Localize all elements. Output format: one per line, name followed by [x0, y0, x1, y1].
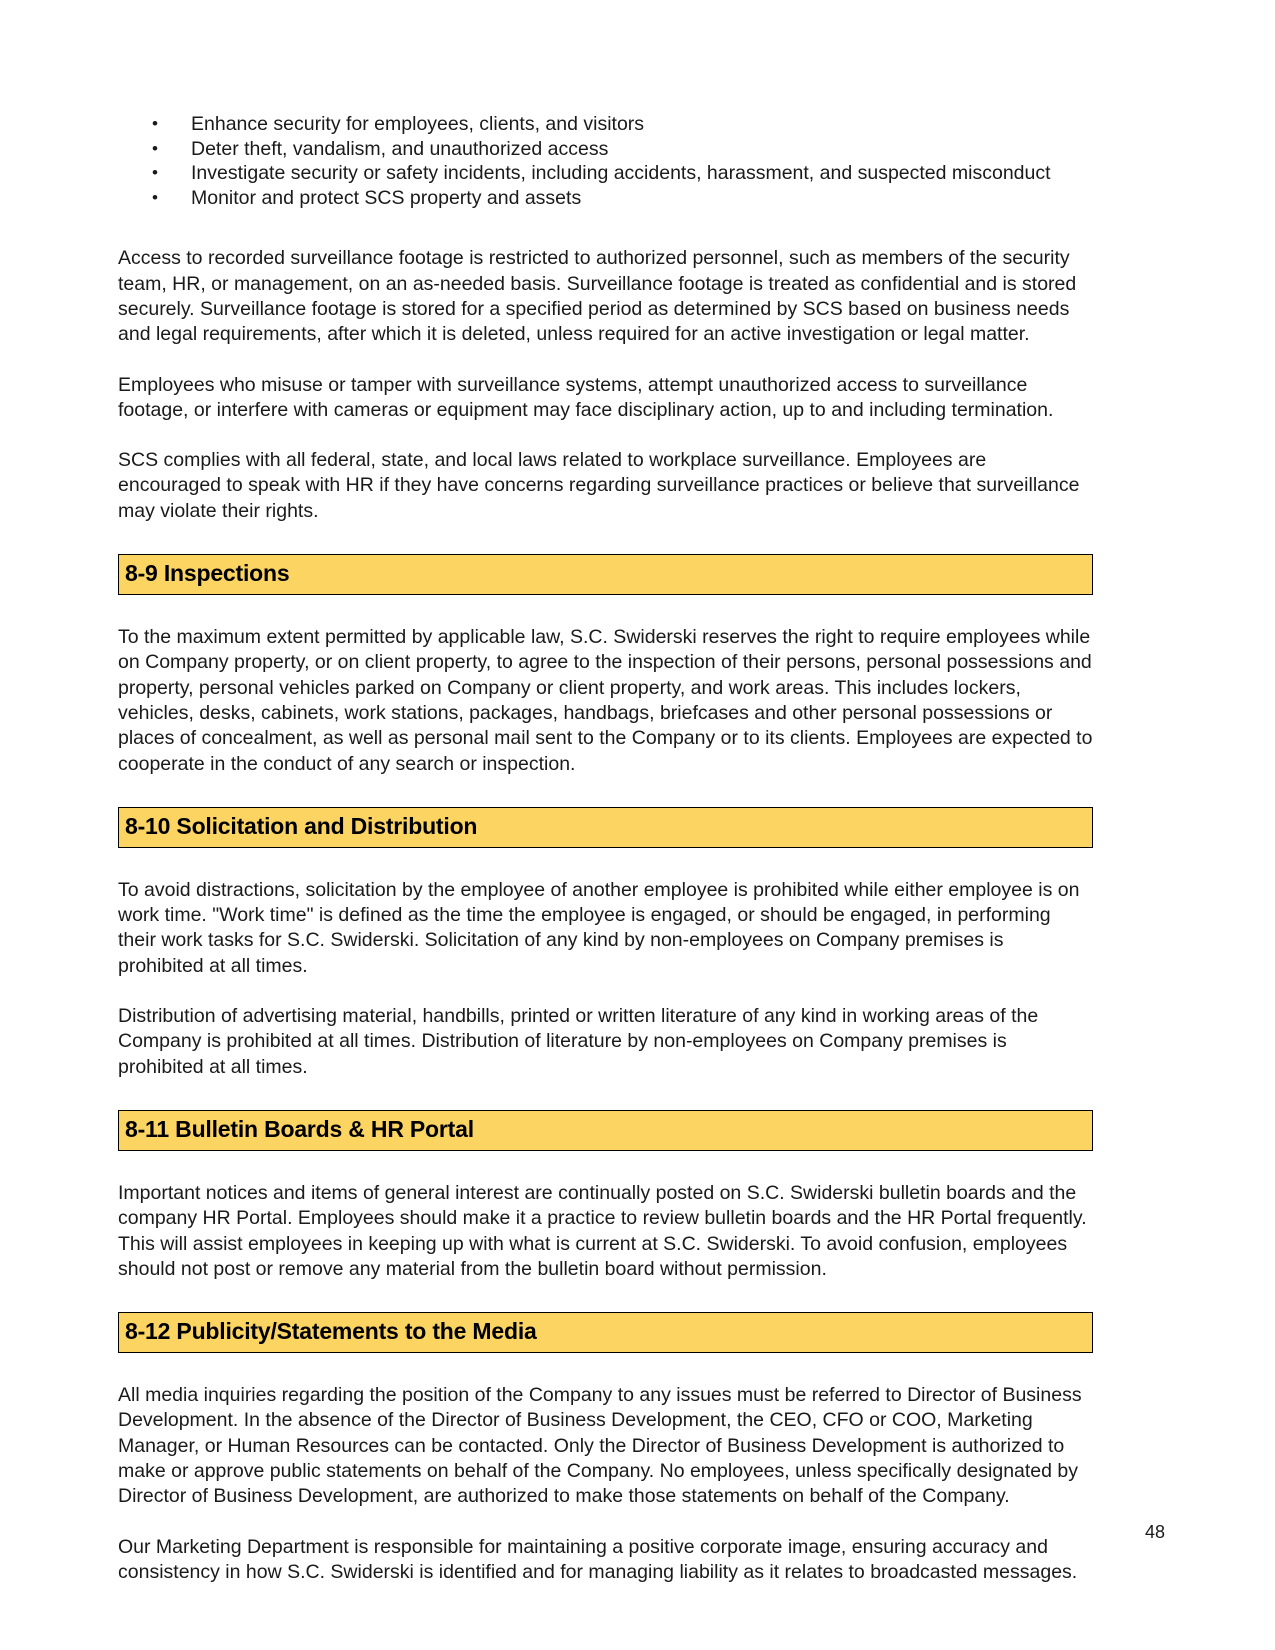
list-item-label: Deter theft, vandalism, and unauthorized access [191, 137, 609, 160]
spacer [118, 210, 1093, 246]
page-number: 48 [1144, 1522, 1165, 1542]
section-heading-label: 8-10 Solicitation and Distribution [125, 812, 478, 839]
spacer [118, 979, 1093, 1004]
spacer [118, 1510, 1093, 1535]
security-purpose-bullet-list [118, 112, 1093, 210]
list-item-label: Investigate security or safety incidents, including accidents, harassment, and suspected misconduct [191, 162, 1051, 185]
inspections-paragraph: To the maximum extent permitted by applicable law, S.C. Swiderski reserves the right to require employees while on Company property, or on client property, to agree to the inspection of their persons, personal possessions and property, personal vehicles parked on Company or client property, and work areas. This includes lockers, vehicles, desks, cabinets, work stations, packages, handbags, briefcases and other personal possessions or places of concealment, as well as personal mail sent to the Company or to its clients. Employees are expected to cooperate in the conduct of any search or inspection. [118, 626, 1093, 775]
list-item-label: Monitor and protect SCS property and assets [191, 186, 582, 209]
bulletin-boards-paragraph: Important notices and items of general interest are continually posted on S.C. Swiderski bulletin boards and the company HR Portal. Employees should make it a practice to review bulletin boards and the HR Portal frequently. This will assist employees in keeping up with what is current at S.C. Swiderski. To avoid confusion, employees should not post or remove any material from the bulletin board without permission. [118, 1181, 1087, 1280]
section-heading-label: 8-11 Bulletin Boards & HR Portal [125, 1115, 474, 1142]
spacer [118, 1080, 1093, 1110]
media-inquiries-paragraph: All media inquiries regarding the position of the Company to any issues must be referred to Director of Business Development. In the absence of the Director of Business Development, the CEO, CFO or COO, Marketing Manager, or Human Resources can be contacted. Only the Director of Business Development is authorized to make or approve public statements on behalf of the Company. No employees, unless specifically designated by Director of Business Development, are authorized to make those statements on behalf of the Company. [118, 1384, 1082, 1508]
spacer [118, 524, 1093, 554]
surveillance-compliance-paragraph: SCS complies with all federal, state, and local laws related to workplace surveillance. Employees are encouraged to speak with HR if they have concerns regarding surveillance practices or believe that surveillance may violate their rights. [118, 449, 1080, 522]
bullet-icon: • [152, 114, 158, 133]
distribution-paragraph: Distribution of advertising material, handbills, printed or written literature of any kind in working areas of the Company is prohibited at all times. Distribution of literature by non-employees on Company premises is prohibited at all times. [118, 1005, 1039, 1078]
list-item-label: Enhance security for employees, clients, and visitors [191, 113, 645, 135]
bullet-icon: • [152, 163, 158, 183]
bullet-icon: • [152, 187, 158, 207]
section-heading-label: 8-12 Publicity/Statements to the Media [125, 1318, 537, 1345]
marketing-department-paragraph: Our Marketing Department is responsible for maintaining a positive corporate image, ensuring accuracy and consistency in how S.C. Swiderski is identified and for managing liability as it relates to broadcasted messages. [118, 1535, 1078, 1583]
spacer [118, 777, 1093, 807]
list-item [118, 186, 1093, 211]
list-item [118, 161, 1093, 186]
surveillance-misuse-paragraph: Employees who misuse or tamper with surveillance systems, attempt unauthorized access to surveillance footage, or interfere with cameras or equipment may face disciplinary action, up to and including termination. [118, 373, 1054, 421]
spacer [118, 348, 1093, 373]
section-heading-8-10 [118, 807, 1093, 848]
spacer [118, 423, 1093, 448]
list-item [118, 137, 1093, 162]
spacer [118, 595, 1093, 625]
page-content [118, 112, 1093, 1585]
spacer [118, 1353, 1093, 1383]
bullet-icon: • [152, 138, 158, 158]
list-item [118, 112, 1093, 137]
section-heading-8-12 [118, 1312, 1093, 1353]
spacer [118, 1282, 1093, 1312]
spacer [118, 1151, 1093, 1181]
solicitation-paragraph: To avoid distractions, solicitation by the employee of another employee is prohibited while either employee is on work time. "Work time" is defined as the time the employee is engaged, or should be engaged, in performing their work tasks for S.C. Swiderski. Solicitation of any kind by non-employees on Company premises is prohibited at all times. [118, 878, 1080, 977]
section-heading-label: 8-9 Inspections [125, 560, 290, 587]
section-heading-8-11 [118, 1110, 1093, 1151]
section-heading-8-9 [118, 554, 1093, 595]
spacer [118, 848, 1093, 878]
surveillance-access-paragraph: Access to recorded surveillance footage is restricted to authorized personnel, such as members of the security team, HR, or management, on an as-needed basis. Surveillance footage is treated as confidential and is stored securely. Surveillance footage is stored for a specified period as determined by SCS based on business needs and legal requirements, after which it is deleted, unless required for an active investigation or legal matter. [118, 247, 1077, 346]
